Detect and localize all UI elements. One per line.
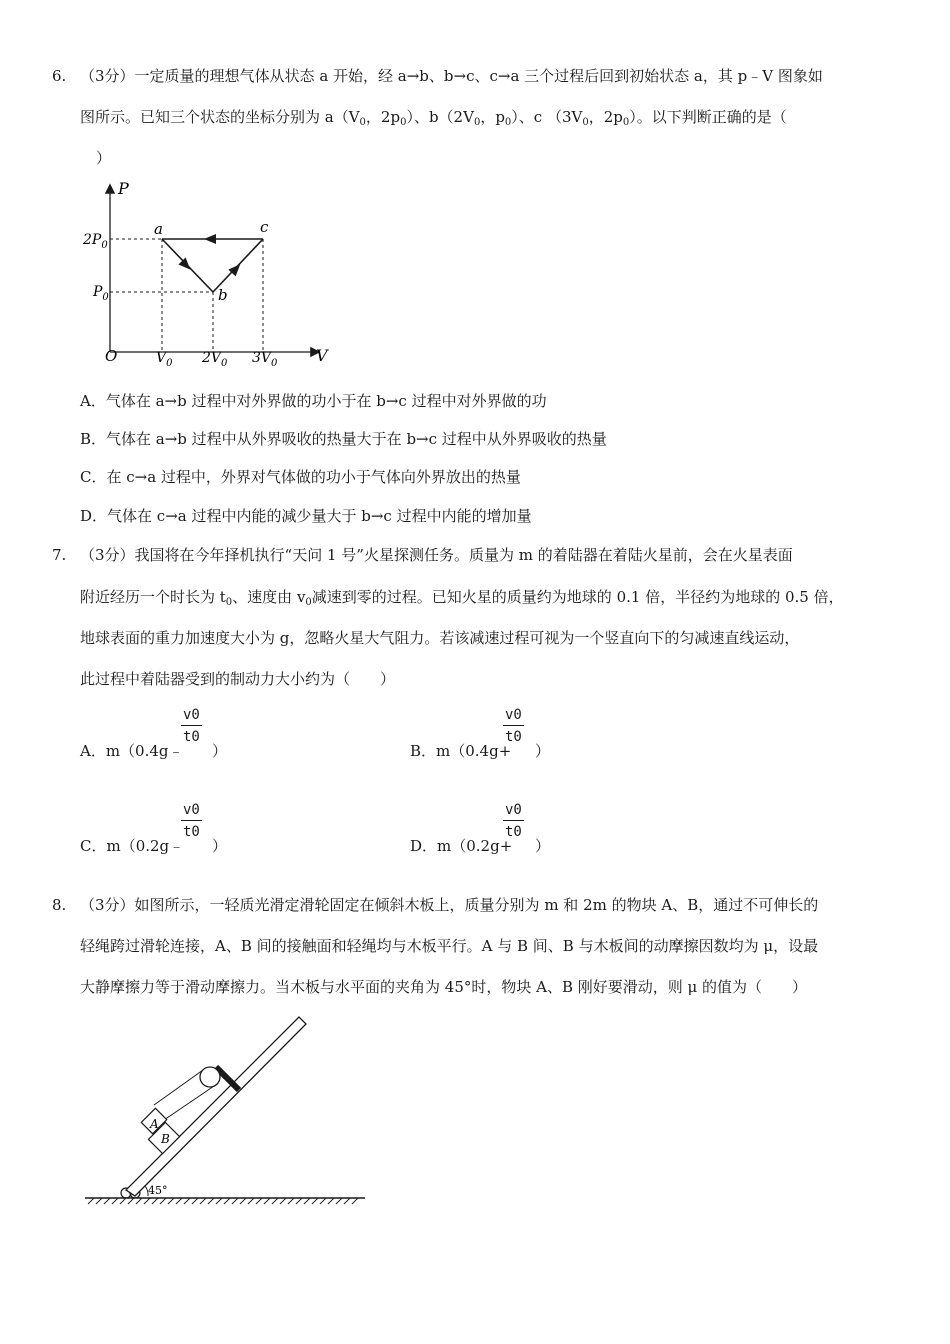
inclined-board [126, 1017, 306, 1196]
process-path [162, 239, 263, 292]
q8-stem-line3: 大静摩擦力等于滑动摩擦力。当木板与水平面的夹角为 45°时，物块 A、B 刚好要滑动，则 μ 的值为（ ） [80, 978, 808, 996]
q7-option-b: B．m（0.4g+ [410, 742, 512, 760]
x-label-v0: $V_0$ [156, 350, 173, 369]
q8-stem-line1: （3分）如图所示，一轻质光滑定滑轮固定在倾斜木板上，质量分别为 m 和 2m 的物块 A、B，通过不可伸长的 [80, 896, 819, 914]
q7-option-a: A．m（0.4g﹣ [80, 742, 184, 760]
block-a-label: A [150, 1117, 159, 1131]
y-label-p0: $P_0$ [93, 284, 109, 303]
q7-stem-line2: 附近经历一个时长为 $t_0$、速度由 $v_0$减速到零的过程。已知火星的质量约为地球的 0.1 倍，半径约为地球的 0.5 倍， [80, 588, 844, 608]
pv-diagram [80, 172, 340, 372]
q7-option-c: C．m（0.2g﹣ [80, 837, 185, 855]
x-label-2v0: $2V_0$ [202, 350, 228, 369]
q7-option-d-close: ） [535, 837, 551, 855]
q7-option-a-fraction: v0 t0 [183, 707, 200, 745]
q8-stem-line2: 轻绳跨过滑轮连接，A、B 间的接触面和轻绳均与木板平行。A 与 B 间、B 与木板间的动摩擦因数均为 μ，设最 [80, 937, 819, 955]
q6-stem-line1: （3分）一定质量的理想气体从状态 a 开始，经 a→b、b→c、c→a 三个过程后回到初始状态 a，其 p﹣V 图象如 [80, 67, 823, 85]
x-label-3v0: $3V_0$ [252, 350, 278, 369]
q7-stem-line1: （3分）我国将在今年择机执行“天问 1 号”火星探测任务。质量为 m 的着陆器在着陆火星前，会在火星表面 [80, 546, 793, 564]
origin-label: O [105, 347, 118, 365]
v-axis-label: V [316, 346, 328, 365]
q7-option-d-fraction: v0 t0 [505, 802, 522, 840]
q7-stem-line4: 此过程中着陆器受到的制动力大小约为（ ） [80, 670, 396, 688]
point-b-label: b [218, 286, 228, 304]
q7-stem-line3: 地球表面的重力加速度大小为 g，忽略火星大气阻力。若该减速过程可视为一个竖直向下的匀减速直线运动， [80, 629, 800, 647]
q7-option-c-close: ） [212, 837, 228, 855]
q6-stem-line3: ） [96, 149, 112, 167]
q7-number: 7. [52, 546, 67, 564]
q7-option-b-fraction: v0 t0 [505, 707, 522, 745]
rope-upper [154, 1070, 203, 1105]
q6-option-d: D．气体在 c→a 过程中内能的减少量大于 b→c 过程中内能的增加量 [80, 507, 532, 525]
q6-option-c: C．在 c→a 过程中，外界对气体做的功小于气体向外界放出的热量 [80, 468, 521, 486]
q6-option-b: B．气体在 a→b 过程中从外界吸收的热量大于在 b→c 过程中从外界吸收的热量 [80, 430, 607, 448]
q6-option-a: A．气体在 a→b 过程中对外界做的功小于在 b→c 过程中对外界做的功 [80, 392, 547, 410]
p-axis-label: P [118, 179, 129, 198]
q7-option-b-close: ） [535, 742, 551, 760]
block-b-label: B [161, 1132, 170, 1146]
ground-hatching [88, 1198, 358, 1204]
q6-stem-line2: 图所示。已知三个状态的坐标分别为 $a(V_0$，$2p_0$）、$b(2V_0$，$p_0$）、c （$3V_0$，$2p_0$）。以下判断正确的是（ [80, 108, 787, 128]
angle-label: 45° [148, 1184, 168, 1197]
arrow-c-to-a-icon [204, 234, 216, 244]
point-a-label: a [154, 220, 163, 238]
q8-number: 8. [52, 896, 67, 914]
dashed-guides [110, 239, 263, 352]
q7-option-d: D．m（0.2g+ [410, 837, 513, 855]
incline-figure [80, 1010, 380, 1210]
q7-option-c-fraction: v0 t0 [183, 802, 200, 840]
y-label-2p0: $2P_0$ [83, 232, 108, 251]
q7-option-a-close: ） [212, 742, 228, 760]
point-c-label: c [260, 218, 269, 236]
q6-number: 6. [52, 67, 67, 85]
